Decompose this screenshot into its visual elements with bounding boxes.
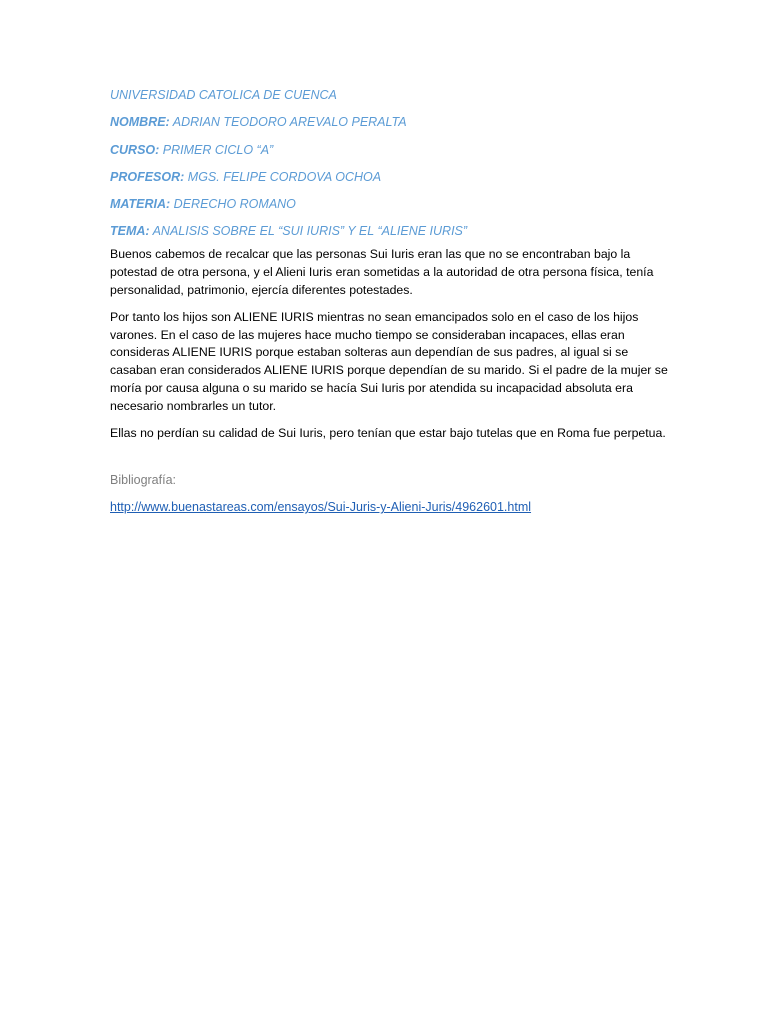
topic-line (110, 223, 670, 239)
student-name-label: NOMBRE: (110, 115, 170, 130)
professor-line (110, 169, 670, 185)
course-value: PRIMER CICLO “A” (162, 142, 274, 157)
course-line (110, 142, 670, 158)
topic-value: ANALISIS SOBRE EL “SUI IURIS” Y EL “ALIENE IURIS” (152, 224, 468, 239)
professor-value: MGS. FELIPE CORDOVA OCHOA (187, 169, 382, 184)
university-name: UNIVERSIDAD CATOLICA DE CUENCA (110, 88, 337, 102)
subject-line (110, 196, 670, 212)
document-page (110, 87, 670, 516)
body-paragraph-2: Por tanto los hijos son ALIENE IURIS mientras no sean emancipados solo en el caso de los hijos varones. En el caso de las mujeres hace mucho tiempo se consideraban incapaces, ellas eran consideras ALIENE IURIS porque estaban solteras aun dependían de sus padres, al igual si se casaban eran considerados ALIENE IURIS porque dependían de su marido. Si el padre de la mujer se moría por causa alguna o su marido se hacía Sui Iuris por atendida su incapacidad absoluta era necesario nombrarles un tutor. (110, 309, 668, 413)
subject-value: DERECHO ROMANO (173, 197, 296, 212)
bibliography-link[interactable]: http://www.buenastareas.com/ensayos/Sui-Juris-y-Alieni-Juris/4962601.html (110, 500, 532, 515)
course-label: CURSO: (110, 142, 160, 157)
body-paragraph-1: Buenos cabemos de recalcar que las personas Sui Iuris eran las que no se encontraban bajo la potestad de otra persona, y el Alieni Iuris eran sometidas a la autoridad de otra persona física, tenía personalidad, patrimonio, ejercía diferentes potestades. (110, 247, 654, 298)
topic-label: TEMA: (110, 224, 150, 239)
professor-label: PROFESOR: (110, 169, 185, 184)
subject-label: MATERIA: (110, 197, 171, 212)
bibliography-heading: Bibliografía: (110, 473, 177, 488)
student-name-line (110, 114, 670, 130)
student-name-value: ADRIAN TEODORO AREVALO PERALTA (172, 115, 407, 130)
body-paragraph-3: Ellas no perdían su calidad de Sui Iuris, pero tenían que estar bajo tutelas que en Roma fue perpetua. (110, 425, 666, 440)
